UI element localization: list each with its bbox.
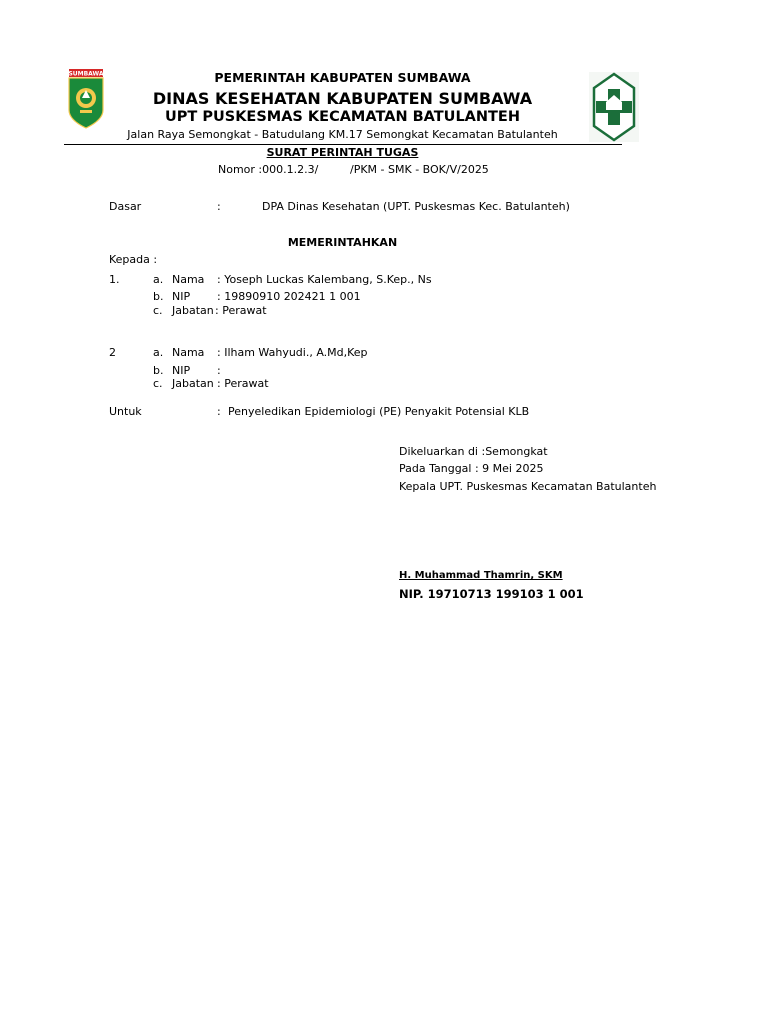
person-2-field-nip: NIP [172,364,191,377]
person-1-letter-c: c. [153,304,163,317]
person-2-value-jabatan: : Perawat [217,377,269,390]
signatory-name: H. Muhammad Thamrin, SKM [399,570,563,581]
person-1-letter-a: a. [153,273,164,286]
person-1-number: 1. [109,273,120,286]
person-1-field-jabatan: Jabatan [172,304,214,317]
dasar-label: Dasar [109,200,142,213]
signatory-nip: NIP. 19710713 199103 1 001 [399,587,584,601]
header-line-1: PEMERINTAH KABUPATEN SUMBAWA [214,70,471,85]
person-1-value-jabatan: : Perawat [215,304,267,317]
person-2-field-nama: Nama [172,346,205,359]
issued-date: Pada Tanggal : 9 Mei 2025 [399,462,544,475]
person-1-value-nip: : 19890910 202421 1 001 [217,290,361,303]
person-2-letter-a: a. [153,346,164,359]
person-2-value-nip: : [217,364,221,377]
person-1-field-nip: NIP [172,290,191,303]
person-2-value-nama: : Ilham Wahyudi., A.Md,Kep [217,346,368,359]
header-address: Jalan Raya Semongkat - Batudulang KM.17 Semongkat Kecamatan Batulanteh [127,128,558,141]
letter-number-prefix: Nomor :000.1.2.3/ [218,163,319,176]
header-divider [64,144,622,145]
untuk-label: Untuk [109,405,142,418]
person-1-value-nama: : Yoseph Luckas Kalembang, S.Kep., Ns [217,273,432,286]
issued-place: Dikeluarkan di :Semongkat [399,445,548,458]
kepada-label: Kepada : [109,253,158,266]
untuk-colon: : [217,405,221,418]
person-2-letter-b: b. [153,364,164,377]
letter-number-suffix: /PKM - SMK - BOK/V/2025 [350,163,489,176]
letter-number [218,163,489,176]
header-line-2: DINAS KESEHATAN KABUPATEN SUMBAWA [152,89,533,108]
untuk-value: Penyeledikan Epidemiologi (PE) Penyakit Potensial KLB [228,405,530,418]
dasar-value: DPA Dinas Kesehatan (UPT. Puskesmas Kec. Batulanteh) [262,200,570,213]
person-2-field-jabatan: Jabatan [172,377,214,390]
dasar-colon: : [217,200,221,213]
header-line-3: UPT PUSKESMAS KECAMATAN BATULANTEH [165,109,520,125]
person-2-letter-c: c. [153,377,163,390]
person-2-number: 2 [109,346,116,359]
memerintahkan-heading: MEMERINTAHKAN [287,236,398,249]
letter-title: SURAT PERINTAH TUGAS [266,146,419,159]
svg-text:SUMBAWA: SUMBAWA [68,70,104,78]
issued-position: Kepala UPT. Puskesmas Kecamatan Batulanteh [399,480,657,493]
person-1-field-nama: Nama [172,273,205,286]
person-1-letter-b: b. [153,290,164,303]
